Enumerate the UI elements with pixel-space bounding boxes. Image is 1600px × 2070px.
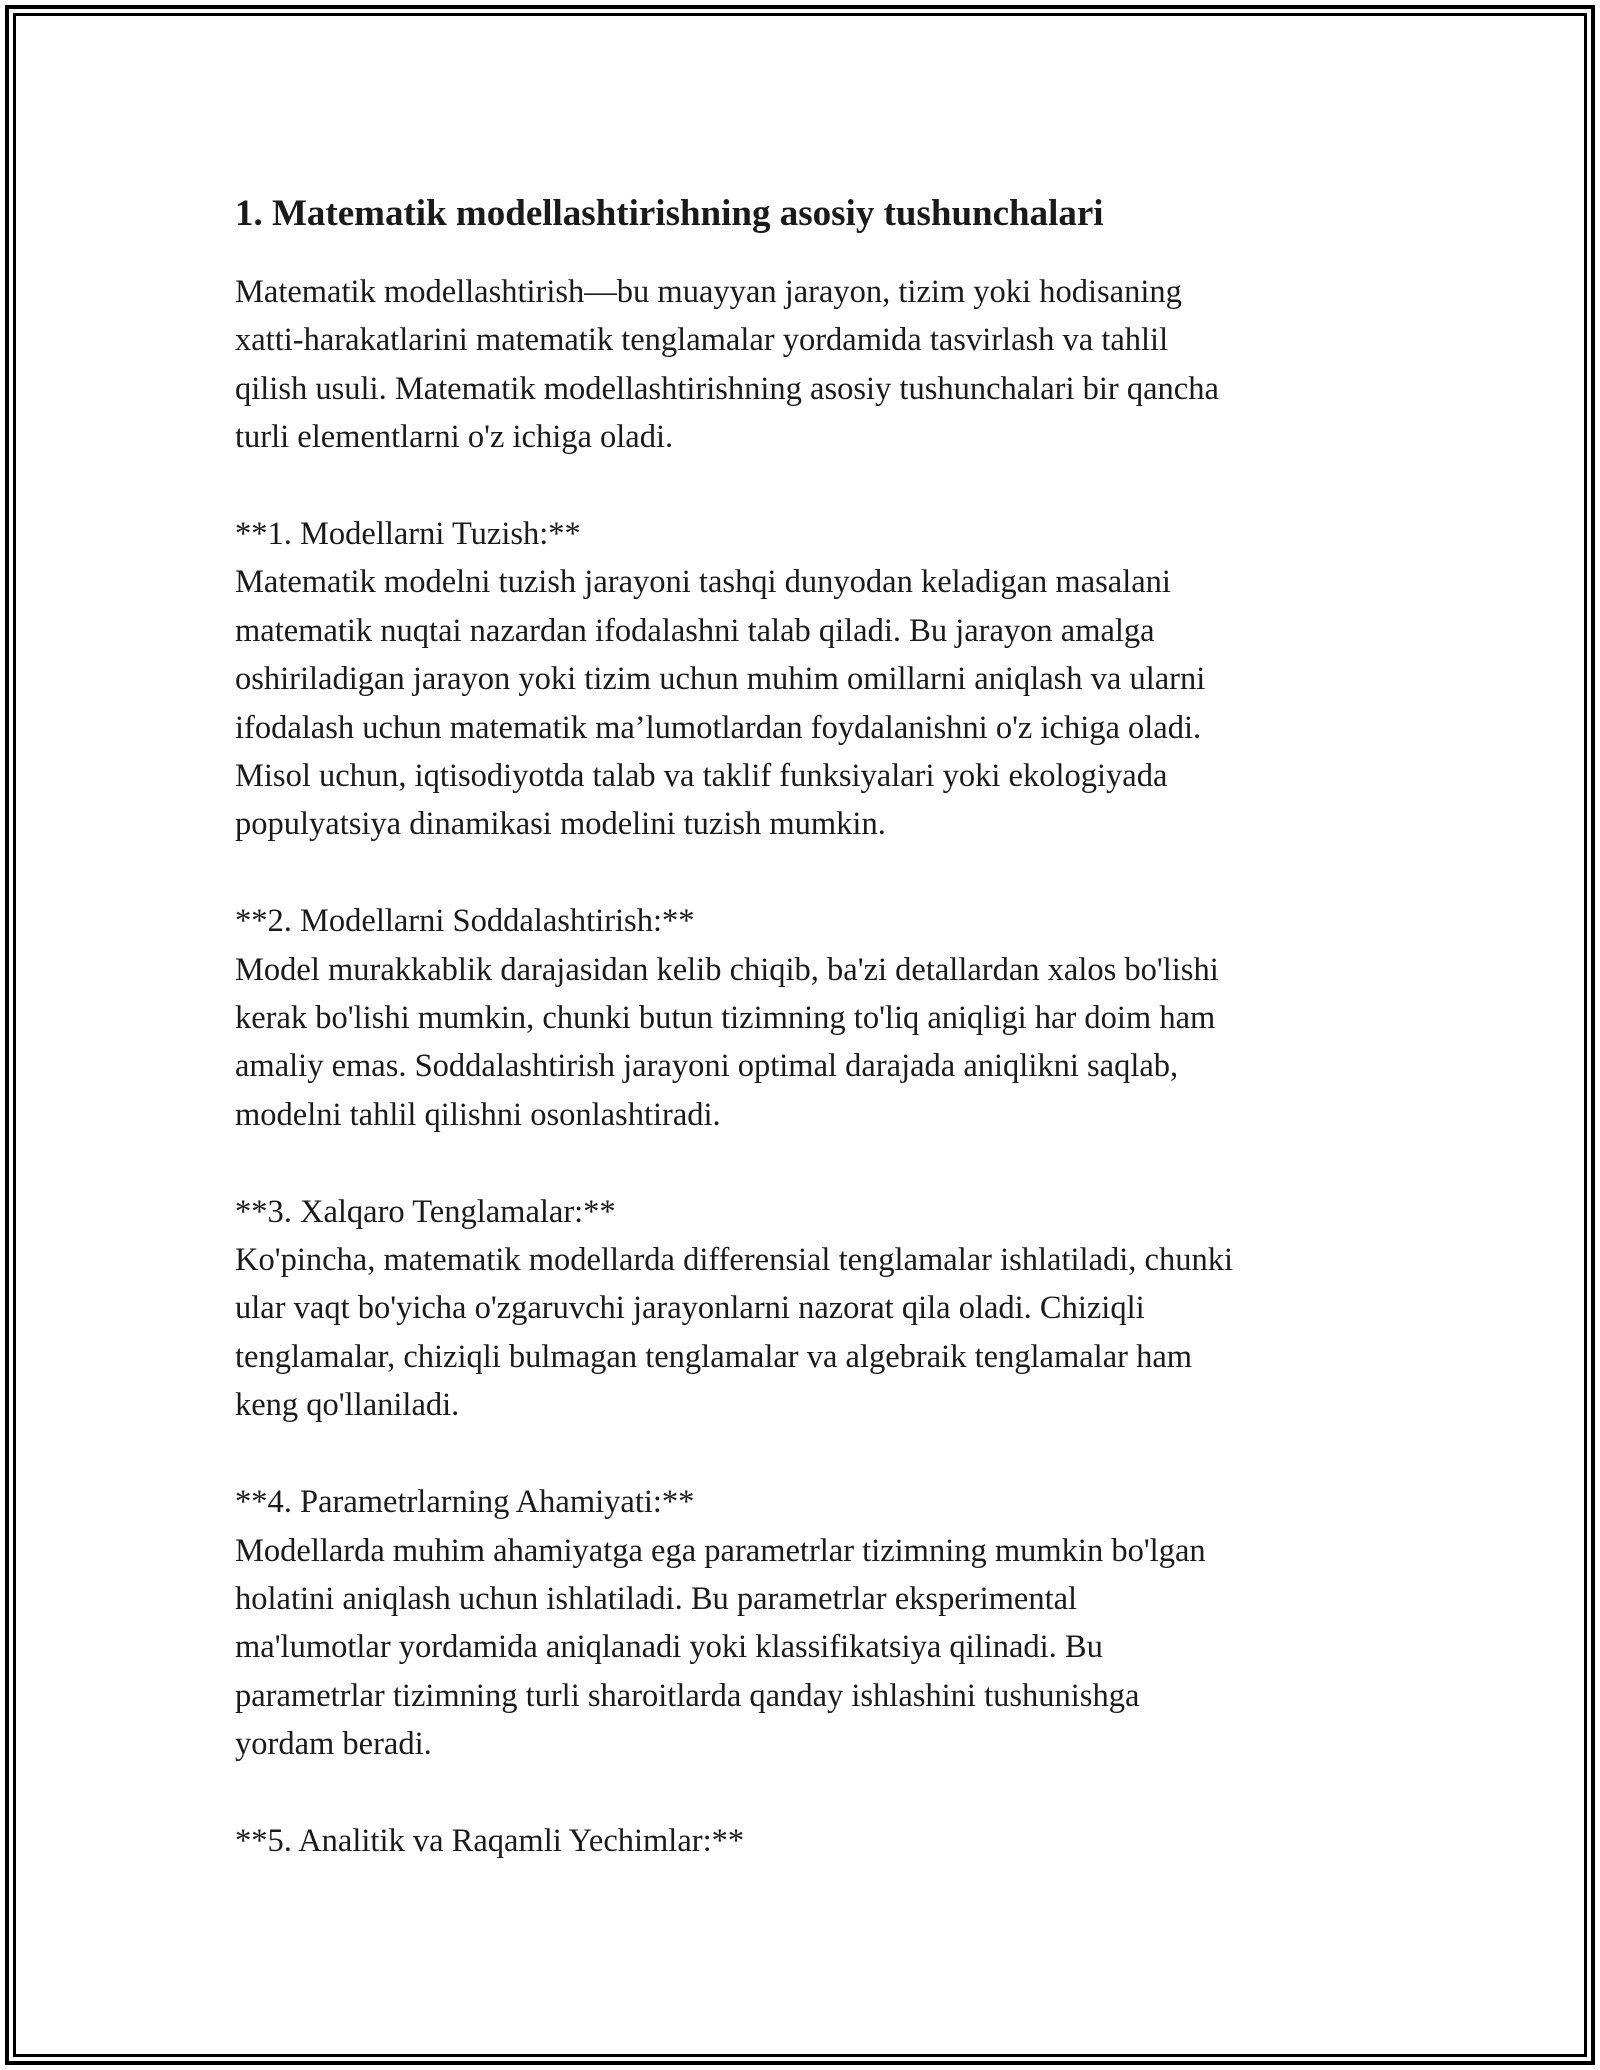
document-title: 1. Matematik modellashtirishning asosiy tushunchalari <box>235 193 1104 234</box>
section-body: Ko'pincha, matematik modellarda differensial tenglamalar ishlatiladi, chunki ular vaqt bo'yicha o'zgaruvchi jarayonlarni nazorat qila oladi. Chiziqli tenglamalar, chiziqli bulmagan tenglamalar va algebraik tenglamalar ham keng qo'llaniladi. <box>235 1242 1233 1424</box>
section-body: Matematik modelni tuzish jarayoni tashqi dunyodan keladigan masalani matematik nuqtai nazardan ifodalashni talab qiladi. Bu jarayon amalga oshiriladigan jarayon yoki tizim uchun muhim omillarni aniqlash va ularni ifodalash uchun matematik ma’lumotlardan foydalanishni o'z ichiga oladi. Misol uchun, iqtisodiyotda talab va taklif funksiyalari yoki ekologiyada populyatsiya dinamikasi modelini tuzish mumkin. <box>235 564 1206 843</box>
section-heading: **1. Modellarni Tuzish:** <box>235 516 581 553</box>
section-1 <box>235 510 1375 849</box>
section-heading: **5. Analitik va Raqamli Yechimlar:** <box>235 1822 745 1859</box>
section-heading: **3. Xalqaro Tenglamalar:** <box>235 1193 616 1230</box>
section-body: Model murakkablik darajasidan kelib chiqib, ba'zi detallardan xalos bo'lishi kerak bo'lishi mumkin, chunki butun tizimning to'liq aniqligi har doim ham amaliy emas. Soddalashtirish jarayoni optimal darajada aniqlikni saqlab, modelni tahlil qilishni osonlashtiradi. <box>235 951 1219 1133</box>
intro-paragraph: Matematik modellashtirish—bu muayyan jarayon, tizim yoki hodisaning xatti-harakatlarini matematik tenglamalar yordamida tasvirlash va tahlil qilish usuli. Matematik modellashtirishning asosiy tushunchalari bir qancha turli elementlarni o'z ichiga oladi. <box>235 274 1219 456</box>
section-heading: **4. Parametrlarning Ahamiyati:** <box>235 1484 695 1521</box>
document-content <box>235 186 1375 1865</box>
section-5 <box>235 1817 1375 1865</box>
section-2 <box>235 897 1375 1139</box>
section-body: Modellarda muhim ahamiyatga ega parametrlar tizimning mumkin bo'lgan holatini aniqlash uchun ishlatiladi. Bu parametrlar eksperimental ma'lumotlar yordamida aniqlanadi yoki klassifikatsiya qilinadi. Bu parametrlar tizimning turli sharoitlarda qanday ishlashini tushunishga yordam beradi. <box>235 1532 1206 1763</box>
section-4 <box>235 1478 1375 1768</box>
section-3 <box>235 1188 1375 1430</box>
section-heading: **2. Modellarni Soddalashtirish:** <box>235 903 695 940</box>
